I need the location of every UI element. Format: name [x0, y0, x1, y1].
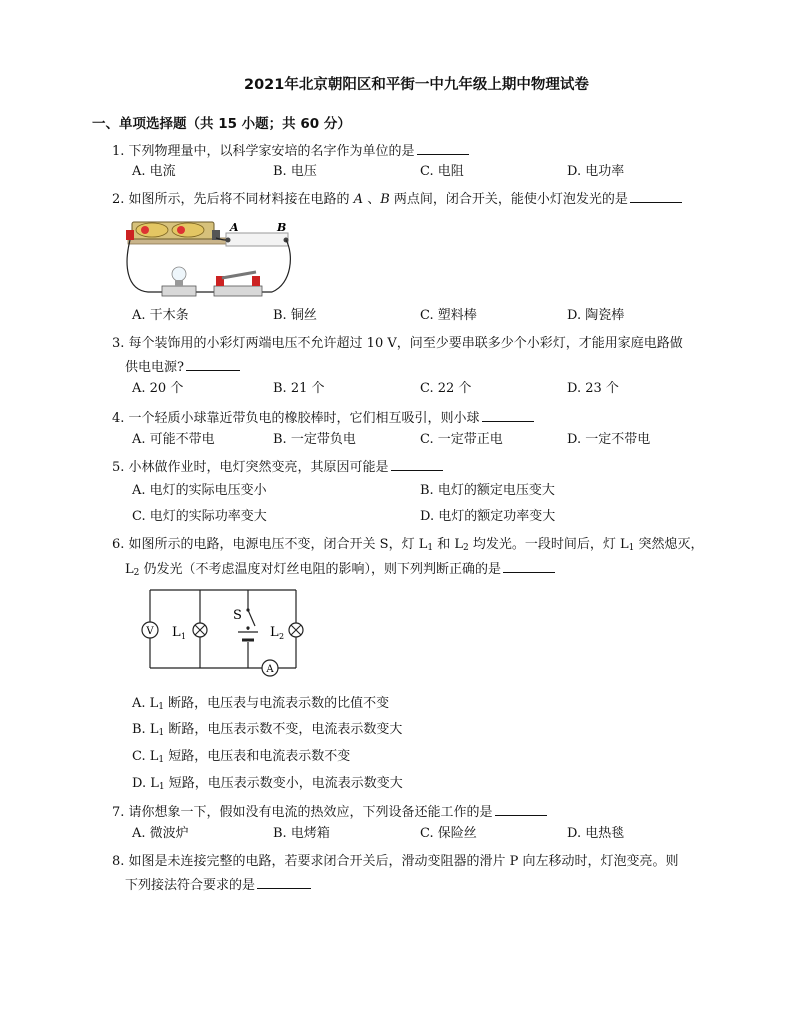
- q7-option-c: C. 保险丝: [420, 826, 477, 841]
- answer-blank: [630, 190, 682, 203]
- question-5-stem: [112, 458, 443, 477]
- question-3-stem-line2: [125, 358, 240, 377]
- option-text: 断路，电压表示数不变，电流表示数变大: [164, 722, 403, 737]
- question-1-text: 1. 下列物理量中，以科学家安培的名字作为单位的是: [112, 144, 415, 159]
- q7-option-b: B. 电烤箱: [273, 826, 330, 841]
- label-s: S: [233, 608, 242, 623]
- q3-option-c: C. 22 个: [420, 381, 472, 396]
- option-text: 短路，电压表和电流表示数不变: [164, 749, 351, 764]
- question-8-stem-line2: [125, 876, 311, 895]
- label-l1: L: [172, 625, 181, 640]
- q2-point-b: B: [380, 192, 390, 207]
- question-5-text: 5. 小林做作业时，电灯突然变亮，其原因可能是: [112, 460, 389, 475]
- q2-point-a: A: [353, 192, 364, 207]
- battery-icon: [136, 223, 168, 237]
- q4-option-b: B. 一定带负电: [273, 432, 356, 447]
- question-7-stem: [112, 803, 547, 822]
- q6-text-f: 仍发光（不考虑温度对灯丝电阻的影响），则下列判断正确的是: [139, 562, 502, 577]
- switch-icon: [246, 608, 249, 611]
- question-3-stem-line1: 3. 每个装饰用的小彩灯两端电压不允许超过 10 V，问至少要串联多少个小彩灯，才能用家庭电路做: [112, 336, 683, 351]
- option-prefix: B. L: [132, 722, 159, 737]
- q2-text-b: 、: [363, 192, 381, 207]
- option-text: 断路，电压表与电流表示数的比值不变: [164, 696, 390, 711]
- q1-option-c: C. 电阻: [420, 164, 464, 179]
- answer-blank: [503, 560, 555, 573]
- q2-text-c: 两点间，闭合开关，能使小灯泡发光的是: [389, 192, 628, 207]
- section-heading: 一、单项选择题（共 15 小题；共 60 分）: [92, 116, 351, 132]
- q2-circuit-figure: [122, 214, 294, 304]
- question-4-stem: [112, 409, 534, 428]
- q5-option-b: B. 电灯的额定电压变大: [420, 483, 555, 498]
- q4-option-c: C. 一定带正电: [420, 432, 503, 447]
- question-8-text-2: 下列接法符合要求的是: [125, 878, 256, 893]
- answer-blank: [495, 803, 547, 816]
- question-8-stem-line1: 8. 如图是未连接完整的电路，若要求闭合开关后，滑动变阻器的滑片 P 向左移动时，灯泡变亮。则: [112, 854, 679, 869]
- q6-option-b: [132, 721, 402, 739]
- q7-option-d: D. 电热毯: [567, 826, 625, 841]
- label-l1-sub: 1: [181, 632, 187, 641]
- option-sub: 1: [158, 702, 165, 712]
- switch-icon: [214, 286, 262, 296]
- label-b: B: [277, 221, 287, 234]
- q5-option-c: C. 电灯的实际功率变大: [132, 509, 267, 524]
- q2-option-a: A. 干木条: [132, 308, 189, 323]
- option-sub: 1: [158, 728, 165, 738]
- question-7-text: 7. 请你想象一下，假如没有电流的热效应，下列设备还能工作的是: [112, 805, 493, 820]
- answer-blank: [186, 358, 240, 371]
- question-6-stem-line1: [112, 536, 704, 554]
- q3-option-a: A. 20 个: [132, 381, 184, 396]
- voltmeter-label: V: [146, 626, 154, 637]
- answer-blank: [417, 142, 469, 155]
- q5-option-d: D. 电灯的额定功率变大: [420, 509, 556, 524]
- option-sub: 1: [158, 755, 165, 765]
- option-prefix: A. L: [132, 696, 159, 711]
- option-sub: 1: [158, 782, 165, 792]
- q6-sub: 2: [462, 543, 469, 553]
- q1-option-b: B. 电压: [273, 164, 317, 179]
- label-l2-sub: 2: [279, 632, 285, 641]
- label-l2: L: [270, 625, 279, 640]
- battery-icon: [172, 223, 204, 237]
- question-4-text: 4. 一个轻质小球靠近带负电的橡胶棒时，它们相互吸引，则小球: [112, 411, 480, 426]
- q6-text-c: 均发光。一段时间后，灯 L: [468, 537, 629, 552]
- q3-option-d: D. 23 个: [567, 381, 619, 396]
- q1-option-d: D. 电功率: [567, 164, 625, 179]
- q6-sub: 1: [427, 543, 434, 553]
- q6-text-e: L: [125, 562, 134, 577]
- question-2-stem: [112, 190, 682, 209]
- label-a: A: [230, 221, 239, 234]
- q6-text-b: 和 L: [433, 537, 463, 552]
- q6-option-d: [132, 775, 403, 793]
- page-title: 2021年北京朝阳区和平街一中九年级上期中物理试卷: [244, 77, 589, 93]
- ab-board: [226, 233, 288, 246]
- question-1-stem: [112, 142, 469, 161]
- q4-option-d: D. 一定不带电: [567, 432, 651, 447]
- q6-option-a: [132, 695, 389, 713]
- q1-option-a: A. 电流: [132, 164, 176, 179]
- q7-option-a: A. 微波炉: [132, 826, 189, 841]
- question-6-stem-line2: [125, 560, 555, 579]
- option-prefix: D. L: [132, 776, 159, 791]
- q4-option-a: A. 可能不带电: [132, 432, 215, 447]
- bulb-icon: [172, 267, 186, 281]
- question-3-text-2: 供电电源?: [125, 360, 184, 375]
- q6-sub: 1: [628, 543, 635, 553]
- q6-sub: 2: [133, 568, 140, 578]
- q6-text-a: 6. 如图所示的电路，电源电压不变，闭合开关 S，灯 L: [112, 537, 428, 552]
- answer-blank: [482, 409, 534, 422]
- q5-option-a: A. 电灯的实际电压变小: [132, 483, 267, 498]
- q6-circuit-figure: [134, 584, 310, 680]
- option-prefix: C. L: [132, 749, 159, 764]
- ammeter-label: A: [266, 664, 274, 675]
- q6-option-c: [132, 748, 350, 766]
- option-text: 短路，电压表示数变小，电流表示数变大: [164, 776, 403, 791]
- answer-blank: [257, 876, 311, 889]
- q2-option-b: B. 铜丝: [273, 308, 317, 323]
- q2-option-c: C. 塑料棒: [420, 308, 477, 323]
- q2-text-a: 2. 如图所示，先后将不同材料接在电路的: [112, 192, 354, 207]
- q6-text-d: 突然熄灭，: [634, 537, 704, 552]
- answer-blank: [391, 458, 443, 471]
- q3-option-b: B. 21 个: [273, 381, 325, 396]
- q2-option-d: D. 陶瓷棒: [567, 308, 625, 323]
